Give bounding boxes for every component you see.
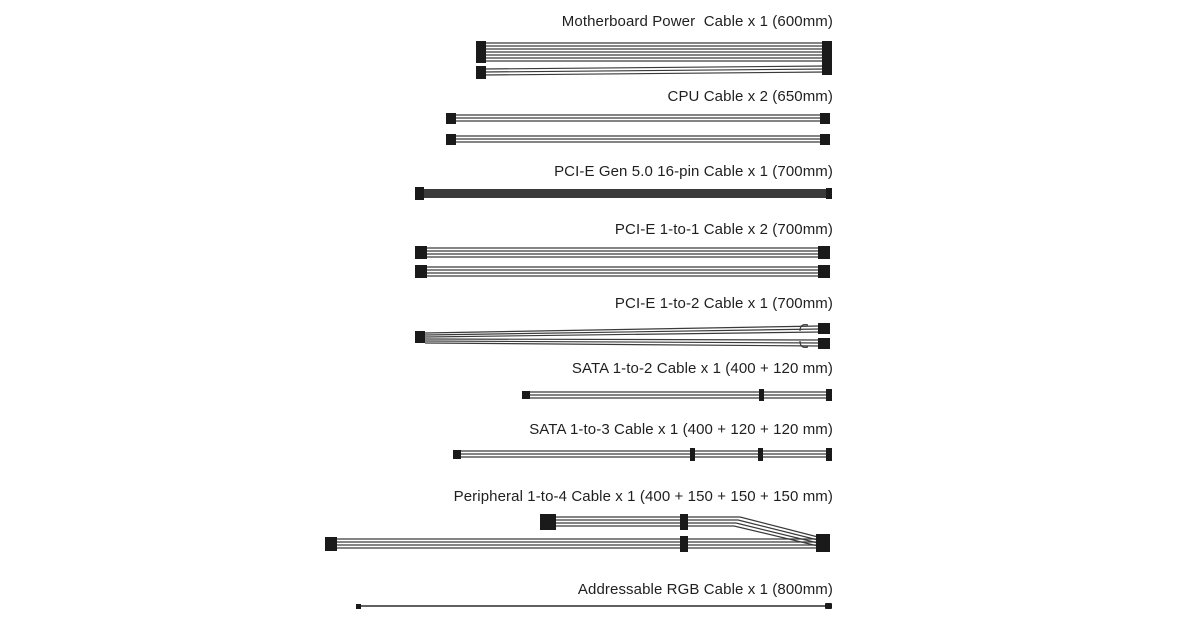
connector	[818, 338, 830, 349]
connector	[476, 66, 486, 79]
caption-motherboard-power: Motherboard Power Cable x 1 (600mm)	[561, 13, 833, 30]
caption-sata-1to3: SATA 1-to-3 Cable x 1 (400 + 120 + 120 mm)	[529, 421, 833, 438]
caption-sata-1to2: SATA 1-to-2 Cable x 1 (400 + 120 mm)	[571, 360, 833, 377]
connector	[690, 448, 695, 461]
connector	[822, 41, 832, 75]
connector	[476, 41, 486, 63]
motherboard-power-cable	[476, 41, 832, 79]
connector	[325, 537, 337, 551]
connector	[826, 188, 832, 199]
connector	[415, 246, 427, 259]
connector	[816, 534, 830, 552]
connector	[825, 603, 832, 609]
connector	[446, 134, 456, 145]
caption-pcie-gen5: PCI-E Gen 5.0 16-pin Cable x 1 (700mm)	[554, 163, 833, 180]
connector	[522, 391, 530, 399]
connector	[818, 323, 830, 334]
connector	[826, 448, 832, 461]
caption-peripheral-1to4: Peripheral 1-to-4 Cable x 1 (400 + 150 + 150 + 150 mm)	[453, 488, 833, 505]
sata-1to3-cable	[453, 448, 832, 461]
connector	[540, 514, 556, 530]
pcie-gen5-cable	[415, 187, 832, 200]
caption-pcie-1to1: PCI-E 1-to-1 Cable x 2 (700mm)	[614, 221, 833, 238]
connector	[818, 265, 830, 278]
sata-1to2-cable	[522, 389, 832, 401]
connector	[820, 113, 830, 124]
argb-cable	[356, 603, 832, 609]
connector	[759, 389, 764, 401]
connector	[680, 536, 688, 552]
peripheral-1to4-cable	[325, 514, 830, 552]
connector	[818, 246, 830, 259]
cpu-cable	[446, 113, 830, 145]
connector	[453, 450, 461, 459]
caption-argb: Addressable RGB Cable x 1 (800mm)	[577, 581, 833, 598]
pcie-1to1-cable	[415, 246, 830, 278]
connector	[758, 448, 763, 461]
connector	[356, 604, 361, 609]
connector	[415, 187, 424, 200]
connector	[446, 113, 456, 124]
connector	[415, 265, 427, 278]
caption-cpu: CPU Cable x 2 (650mm)	[667, 88, 833, 105]
connector	[680, 514, 688, 530]
connector	[826, 389, 832, 401]
connector	[415, 331, 425, 343]
pcie-1to2-cable	[415, 323, 830, 349]
connector	[820, 134, 830, 145]
caption-pcie-1to2: PCI-E 1-to-2 Cable x 1 (700mm)	[614, 295, 833, 312]
